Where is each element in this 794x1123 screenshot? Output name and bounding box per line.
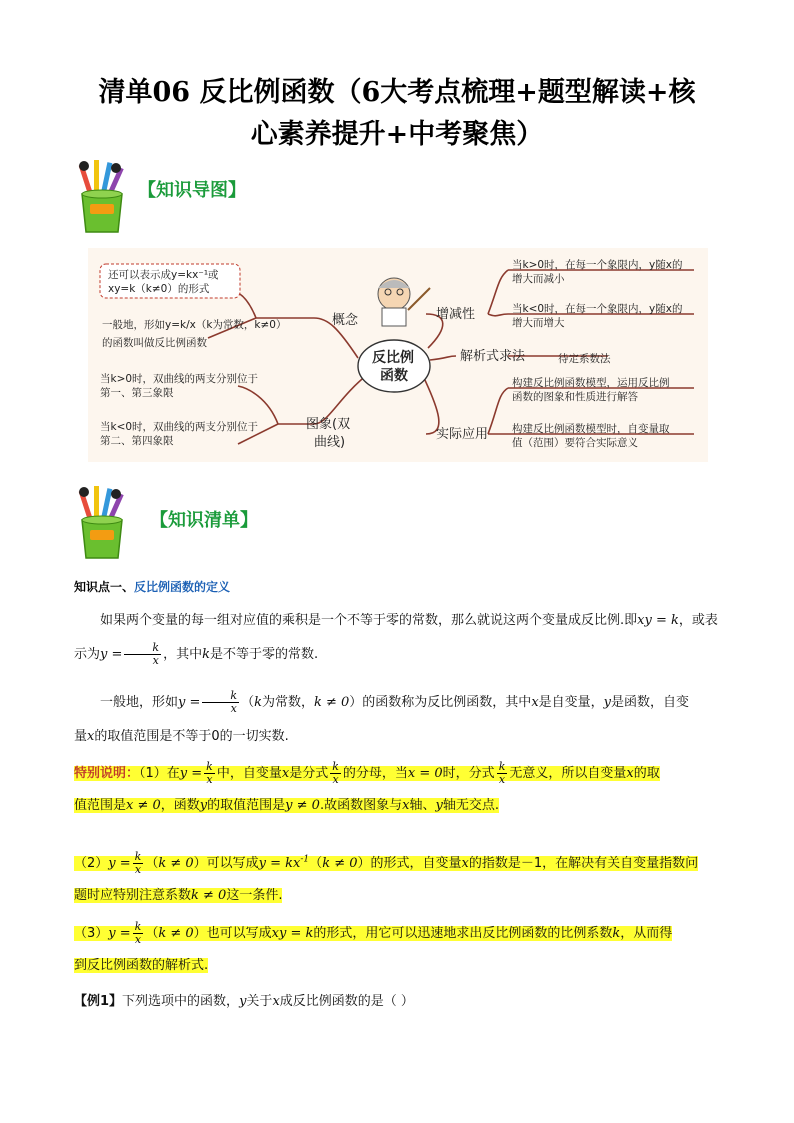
definition-paragraph-1	[74, 604, 722, 672]
section-label-mindmap: 【知识导图】	[138, 180, 246, 201]
kp-name: 反比例函数的定义	[134, 580, 231, 594]
p1-text-e: ，其中	[163, 647, 203, 662]
title-line-1: 清单06 反比例函数（6大考点梳理+题型解读+核	[98, 77, 696, 108]
mindmap-svg	[88, 248, 708, 462]
mindmap-diagram	[88, 248, 708, 462]
fraction-k-over-x: $\frac{k}{x}$	[206, 760, 213, 786]
p1-text-a: 如果两个变量的每一组对应值的乘积是一个不等于零的常数，那么就说这两个变量成反比例.即	[100, 613, 638, 628]
concept-def-line-1: 一般地，形如y=k/x（k为常数，k≠0）	[102, 319, 287, 331]
graph-pos-line-1: 当k>0时，双曲线的两支分别位于	[100, 373, 259, 385]
p2-cond-k: k ≠ 0	[313, 695, 350, 710]
definition-paragraph-2: 一般地，形如y = $\frac{k}{x}$ （k为常数，k ≠ 0）的函数称为反比例函数，其中x是自变量，y是函数，自变 量x的取值范围是不等于0的一切实数.	[74, 689, 690, 744]
node-graph-line-1: 图象(双	[306, 417, 351, 432]
app1-line-2: 函数的图象和性质进行解答	[512, 391, 638, 403]
node-concept: 概念	[332, 313, 359, 328]
concept-alt-line-1: 还可以表示成y=kx⁻¹或	[108, 269, 219, 281]
section-label-checklist: 【知识清单】	[150, 510, 258, 531]
example-tag: 【例1】	[74, 994, 123, 1009]
graph-pos-line-2: 第一、第三象限	[100, 387, 174, 399]
section-header-mindmap	[72, 158, 372, 238]
p1-var-k: k	[202, 647, 210, 662]
title-line-2: 心素养提升+中考聚焦）	[250, 119, 544, 150]
p1-formula-xy: xy = k	[637, 613, 679, 628]
pencil-cup-icon	[72, 158, 132, 236]
special-note-1: 特别说明：（1）在y = $\frac{k}{x}$ 中，自变量x是分式 $\frac{k}{x}$ 的分母，当x = 0时，分式 $\frac{k}{x}$ 无意义，所以自变量x的取 值范围是x ≠ 0，函数y的取值范围是y ≠ 0.故函数图象与x轴、y轴无交点.	[74, 760, 660, 813]
p1-text-c: ，或表示为	[74, 613, 718, 662]
mono-pos-line-1: 当k>0时，在每一个象限内，y随x的	[512, 259, 683, 271]
fraction-k-over-x: $\frac{k}{x}$	[134, 850, 142, 877]
knowledge-point-title	[74, 578, 722, 595]
special-label: 特别说明：	[74, 766, 140, 781]
center-line-1: 反比例	[372, 350, 414, 366]
p2-formula-y: y =	[178, 695, 201, 710]
teacher-figure-icon	[378, 278, 430, 326]
document-title	[60, 72, 734, 156]
node-monotonic: 增减性	[436, 307, 476, 322]
analytic-method: 待定系数法	[558, 353, 611, 365]
app2-line-1: 构建反比例函数模型时，自变量取	[512, 423, 670, 435]
node-analytic: 解析式求法	[460, 349, 526, 364]
center-line-2: 函数	[380, 368, 408, 384]
example-1: 【例1】下列选项中的函数，y关于x成反比例函数的是（ ）	[74, 994, 414, 1009]
mono-neg-line-2: 增大而增大	[512, 317, 565, 329]
node-application: 实际应用	[436, 427, 489, 442]
pencil-cup-icon	[72, 484, 132, 562]
fraction-k-over-x: $\frac{k}{x}$	[202, 690, 239, 715]
p1-text-g: 是不等于零的常数.	[209, 647, 319, 662]
special-note-2: （2）y = $\frac{k}{x}$ （k ≠ 0）可以写成$y = kx^{-1}(k \ne 0)$的形式，自变量x的指数是－1，在解决有关自变量指数问 题时应特别注意系数k ≠ 0这一条件.	[74, 850, 699, 904]
graph-neg-line-2: 第二、第四象限	[100, 435, 174, 447]
p2-text-a: 一般地，形如	[100, 695, 179, 710]
graph-neg-line-1: 当k<0时，双曲线的两支分别位于	[100, 421, 259, 433]
section-header-checklist	[72, 484, 372, 564]
fraction-k-over-x: $\frac{k}{x}$	[332, 760, 339, 786]
fraction-k-over-x: $\frac{k}{x}$	[124, 642, 161, 667]
p2-var-k: k	[254, 695, 262, 710]
p1-formula-y: y =	[100, 647, 123, 662]
fraction-k-over-x: $\frac{k}{x}$	[498, 760, 506, 786]
app1-line-1: 构建反比例函数模型，运用反比例	[512, 377, 670, 389]
kp-number: 知识点一、	[74, 580, 135, 594]
mono-neg-line-1: 当k<0时，在每一个象限内，y随x的	[512, 303, 683, 315]
special-note-3: （3）y = $\frac{k}{x}$ （k ≠ 0）也可以写成xy = k的形式，用它可以迅速地求出反比例函数的比例系数k，从而得 到反比例函数的解析式.	[74, 920, 673, 973]
concept-def-line-2: 的函数叫做反比例函数	[102, 337, 207, 349]
mono-pos-line-2: 增大而减小	[512, 273, 565, 285]
node-graph-line-2: 曲线)	[314, 435, 346, 450]
app2-line-2: 值（范围）要符合实际意义	[512, 437, 638, 449]
center-node	[358, 340, 430, 392]
fraction-k-over-x: $\frac{k}{x}$	[134, 920, 142, 946]
concept-alt-line-2: xy=k（k≠0）的形式	[108, 283, 210, 295]
